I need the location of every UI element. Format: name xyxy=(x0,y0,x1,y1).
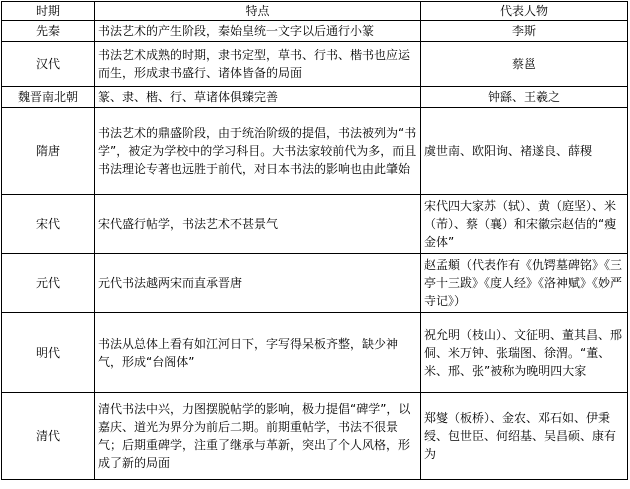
feature-cell: 清代书法中兴，力图摆脱帖学的影响，极力提倡“碑学”，以嘉庆、道光为界分为前后二期。前期重帖学，书法不很景气；后期重碑学，注重了继承与革新，突出了个人风格，形成了新的局面 xyxy=(95,393,421,480)
period-cell: 明代 xyxy=(2,313,95,393)
people-cell: 钟繇、王羲之 xyxy=(421,87,628,108)
feature-cell: 书法从总体上看有如江河日下，字写得呆板齐整，缺少神气，形成“台阁体” xyxy=(95,313,421,393)
feature-cell: 书法艺术成熟的时期，隶书定型，草书、行书、楷书也应运而生，形成隶书盛行、诸体皆备的局面 xyxy=(95,42,421,87)
period-cell: 汉代 xyxy=(2,42,95,87)
table-row xyxy=(2,195,628,254)
calligraphy-history-table xyxy=(1,1,628,480)
table-row xyxy=(2,254,628,313)
table-row xyxy=(2,87,628,108)
table-row xyxy=(2,393,628,480)
feature-cell: 元代书法越两宋而直承晋唐 xyxy=(95,254,421,313)
period-cell: 隋唐 xyxy=(2,108,95,195)
people-cell: 祝允明（枝山）、文征明、董其昌、邢侗、米万钟、张瑞图、徐渭。“董、米、邢、张”被称为晚明四大家 xyxy=(421,313,628,393)
people-cell: 赵孟頫（代表作有《仇锷墓碑铭》《三亭十三跋》《度人经》《洛神赋》《妙严寺记》） xyxy=(421,254,628,313)
table-row xyxy=(2,313,628,393)
feature-cell: 书法艺术的鼎盛阶段，由于统治阶级的提倡，书法被列为“书学”，被定为学校中的学习科目。大书法家较前代为多，而且书法理论专著也远胜于前代，对日本书法的影响也由此肇始 xyxy=(95,108,421,195)
period-cell: 清代 xyxy=(2,393,95,480)
table-row xyxy=(2,42,628,87)
period-cell: 宋代 xyxy=(2,195,95,254)
header-period: 时期 xyxy=(2,2,95,21)
feature-cell: 篆、隶、楷、行、草诸体俱臻完善 xyxy=(95,87,421,108)
people-cell: 宋代四大家苏（轼）、黄（庭坚）、米（芾）、蔡（襄）和宋徽宗赵佶的“瘦金体” xyxy=(421,195,628,254)
people-cell: 蔡邕 xyxy=(421,42,628,87)
header-people: 代表人物 xyxy=(421,2,628,21)
table-header-row xyxy=(2,2,628,21)
people-cell: 李斯 xyxy=(421,21,628,42)
header-feature: 特点 xyxy=(95,2,421,21)
feature-cell: 书法艺术的产生阶段，秦始皇统一文字以后通行小篆 xyxy=(95,21,421,42)
period-cell: 先秦 xyxy=(2,21,95,42)
table-row xyxy=(2,21,628,42)
period-cell: 魏晋南北朝 xyxy=(2,87,95,108)
feature-cell: 宋代盛行帖学，书法艺术不甚景气 xyxy=(95,195,421,254)
people-cell: 虞世南、欧阳询、褚遂良、薛稷 xyxy=(421,108,628,195)
table-row xyxy=(2,108,628,195)
period-cell: 元代 xyxy=(2,254,95,313)
people-cell: 郑燮（板桥）、金农、邓石如、伊秉绶、包世臣、何绍基、吴昌硕、康有为 xyxy=(421,393,628,480)
